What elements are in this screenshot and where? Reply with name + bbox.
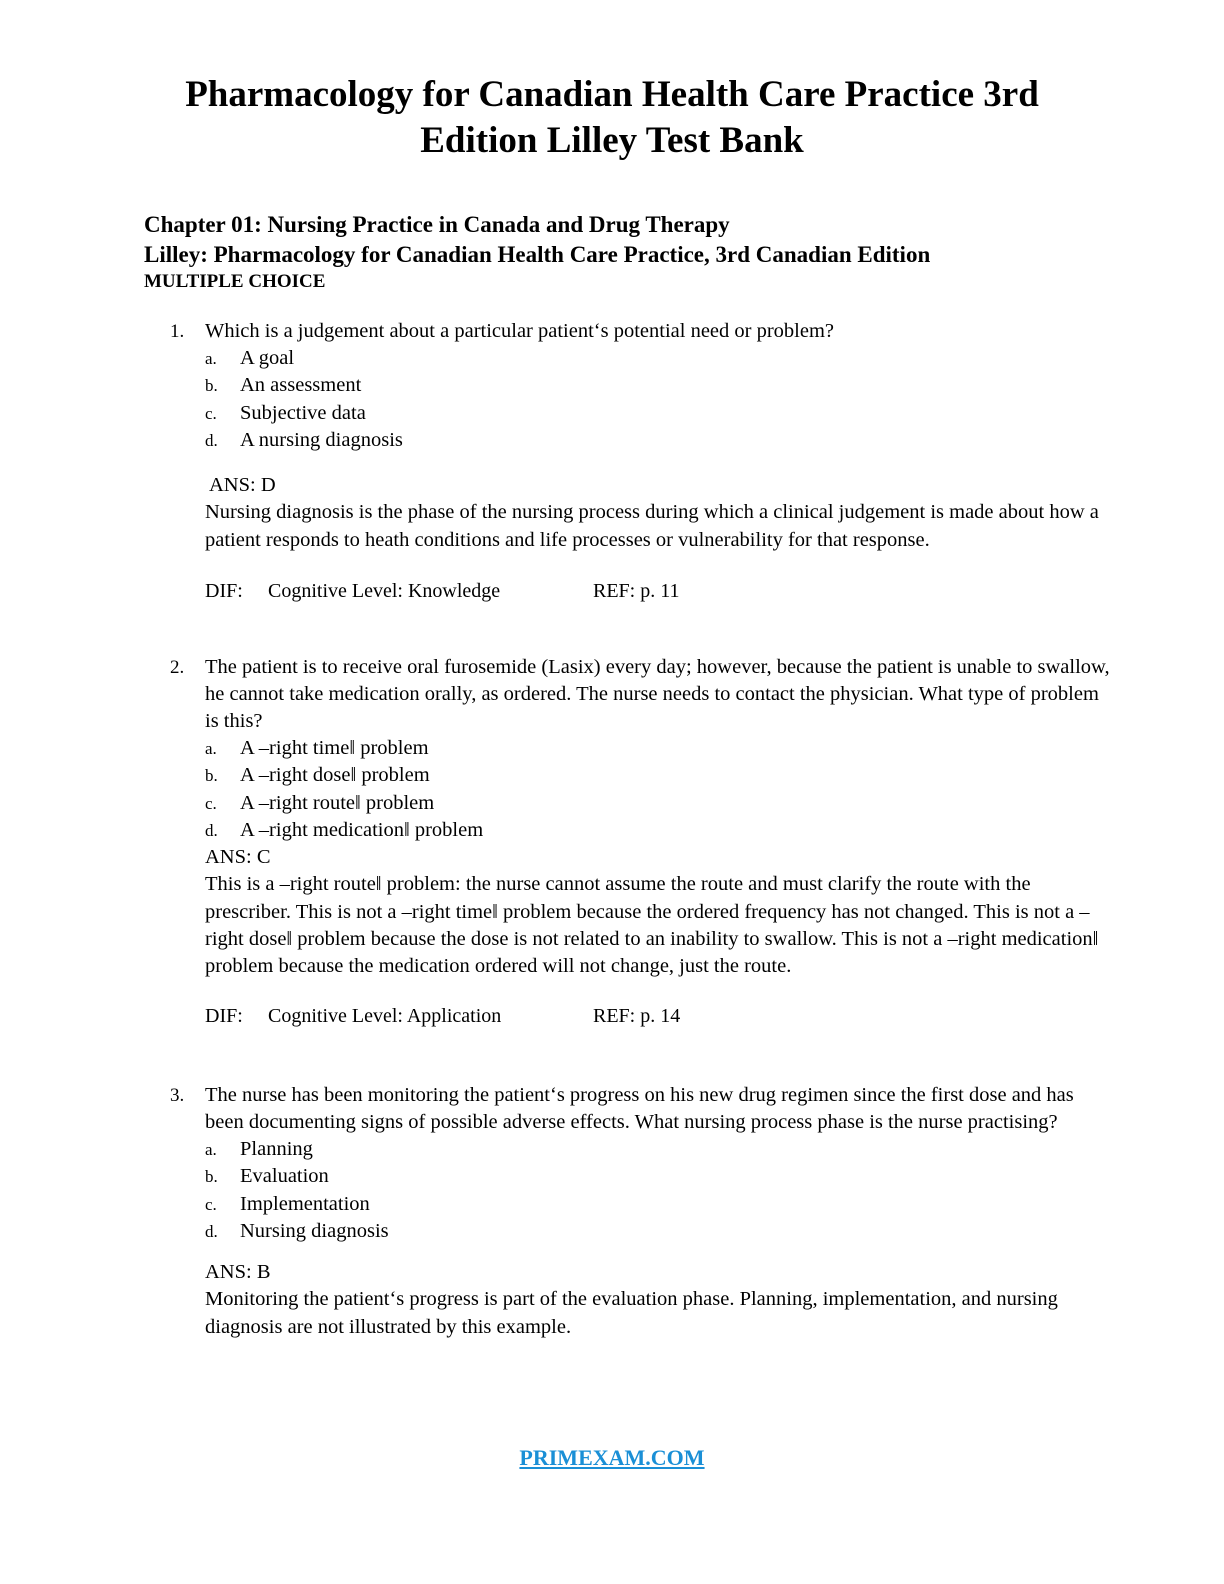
chapter-heading: [144, 210, 1144, 294]
choice-item: [150, 1191, 1110, 1218]
choice-text: A nursing diagnosis: [240, 428, 403, 451]
choice-item: [150, 790, 1110, 817]
answer-key: ANS: D: [209, 474, 276, 497]
choice-text: A –right route‖ problem: [240, 791, 435, 814]
question-stem: [150, 654, 1110, 735]
choice-text: A goal: [240, 347, 295, 369]
question-meta: [205, 1002, 1110, 1030]
chapter-title: Chapter 01: Nursing Practice in Canada and Drug Therapy: [144, 212, 730, 237]
choice-text: Evaluation: [240, 1165, 329, 1188]
rationale-text: Monitoring the patient‘s progress is part of the evaluation phase. Planning, implementation, and nursing diagnosis are not illustrated by this example.: [205, 1288, 1058, 1338]
choice-item: [150, 345, 1110, 372]
question-number: 2.: [170, 657, 185, 678]
choice-letter: d.: [205, 430, 218, 450]
choice-letter: a.: [205, 349, 217, 368]
cognitive-level: Cognitive Level: Knowledge: [268, 580, 501, 603]
choice-letter: b.: [205, 1167, 218, 1187]
choice-letter: c.: [205, 793, 217, 813]
choice-item: [150, 1218, 1110, 1245]
choice-list: [150, 345, 1110, 454]
question-text: Which is a judgement about a particular patient‘s potential need or problem?: [205, 320, 835, 342]
rationale-text: This is a –right route‖ problem: the nurse cannot assume the route and must clarify the route with the prescriber. This is not a –right time‖ problem because the ordered frequency has not changed. This is not a –right dose‖ problem because the dose is not related to an inability to swallow. This is not a –right medication‖ problem because the medication ordered will not change, just the route.: [205, 873, 1099, 978]
choice-text: Subjective data: [240, 401, 366, 424]
choice-text: Planning: [240, 1138, 313, 1160]
answer-key: ANS: C: [205, 846, 271, 869]
primexam-link[interactable]: PRIMEXAM.COM: [519, 1445, 705, 1470]
choice-item: [150, 817, 1110, 844]
cognitive-level: Cognitive Level: Application: [268, 1004, 502, 1027]
book-title: Lilley: Pharmacology for Canadian Health Care Practice, 3rd Canadian Edition: [144, 242, 931, 267]
document-title: [0, 72, 1224, 164]
answer-key: ANS: B: [205, 1261, 271, 1284]
dif-label: DIF:: [205, 580, 243, 603]
choice-letter: b.: [205, 376, 218, 396]
page-reference: REF: p. 11: [593, 580, 680, 603]
document-title-line2: Edition Lilley Test Bank: [420, 120, 804, 161]
choice-letter: c.: [205, 403, 217, 423]
choice-text: Implementation: [240, 1192, 370, 1215]
choice-item: [150, 762, 1110, 789]
question-2: [150, 654, 1110, 1030]
choice-letter: a.: [205, 1140, 217, 1159]
question-stem: [150, 1082, 1110, 1136]
choice-text: Nursing diagnosis: [240, 1219, 389, 1242]
choice-item: [150, 372, 1110, 399]
question-3: [150, 1082, 1110, 1341]
question-stem: [150, 318, 1110, 345]
choice-letter: d.: [205, 820, 218, 840]
question-1: [150, 318, 1110, 605]
choice-item: [150, 427, 1110, 454]
choice-text: A –right time‖ problem: [240, 737, 429, 759]
choice-text: A –right medication‖ problem: [240, 818, 484, 841]
document-title-line1: Pharmacology for Canadian Health Care Practice 3rd: [185, 74, 1039, 115]
choice-letter: d.: [205, 1221, 218, 1241]
choice-item: [150, 1163, 1110, 1190]
dif-label: DIF:: [205, 1004, 243, 1027]
rationale-text: Nursing diagnosis is the phase of the nursing process during which a clinical judgement is made about how a patient responds to heath conditions and life processes or vulnerability for that response.: [205, 501, 1099, 551]
choice-item: [150, 1136, 1110, 1163]
page-reference: REF: p. 14: [593, 1004, 681, 1027]
choice-letter: b.: [205, 766, 218, 786]
question-number: 1.: [170, 321, 185, 342]
choice-text: A –right dose‖ problem: [240, 764, 430, 787]
question-number: 3.: [170, 1085, 185, 1106]
section-label: MULTIPLE CHOICE: [144, 271, 326, 292]
choice-list: [150, 735, 1110, 844]
choice-letter: c.: [205, 1194, 217, 1214]
choice-item: [150, 400, 1110, 427]
choice-letter: a.: [205, 739, 217, 758]
choice-text: An assessment: [240, 374, 362, 397]
question-meta: [205, 577, 1110, 605]
choice-item: [150, 735, 1110, 762]
question-text: The patient is to receive oral furosemide (Lasix) every day; however, because the patient is unable to swallow, he cannot take medication orally, as ordered. The nurse needs to contact the physician. What type of problem is this?: [205, 656, 1110, 732]
choice-list: [150, 1136, 1110, 1245]
question-text: The nurse has been monitoring the patient‘s progress on his new drug regimen since the first dose and has been documenting signs of possible adverse effects. What nursing process phase is the nurse practising?: [205, 1084, 1074, 1133]
